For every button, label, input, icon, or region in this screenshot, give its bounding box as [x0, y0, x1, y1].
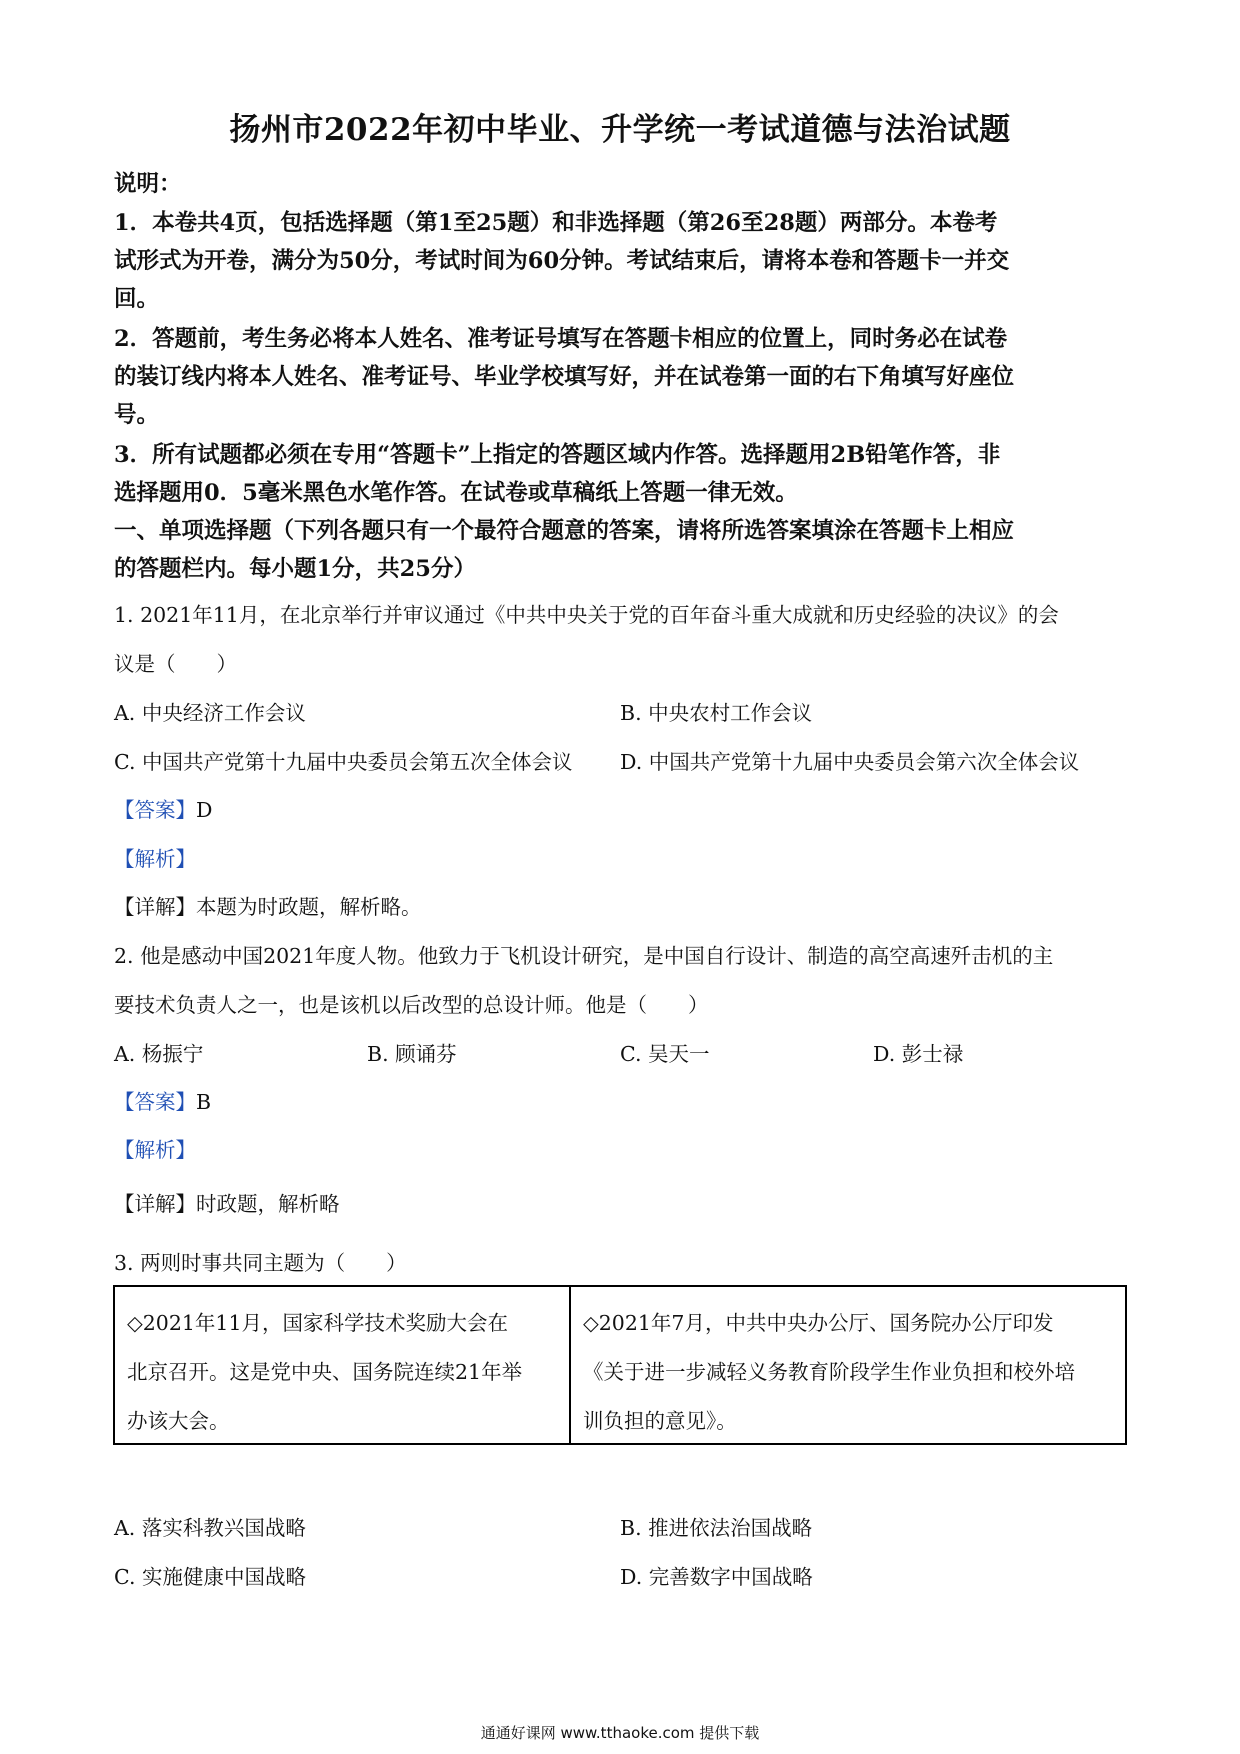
instruction-1-line-1: 1．本卷共4页，包括选择题（第1至25题）和非选择题（第26至28题）两部分。本卷考	[114, 210, 998, 236]
page-title: 扬州市2022年初中毕业、升学统一考试道德与法治试题	[229, 112, 1011, 148]
q1-option-c: C. 中国共产党第十九届中央委员会第五次全体会议	[114, 750, 573, 774]
q3-news-table	[113, 1285, 1127, 1445]
q2-answer-value: B	[196, 1090, 212, 1114]
instruction-1-line-2: 试形式为开卷，满分为50分，考试时间为60分钟。考试结束后，请将本卷和答题卡一并交	[114, 248, 1010, 274]
q3-news-left-line-3: 办该大会。	[127, 1409, 230, 1433]
q2-stem-line-1: 2. 他是感动中国2021年度人物。他致力于飞机设计研究，是中国自行设计、制造的高空高速歼击机的主	[114, 944, 1054, 968]
section-heading-line-2: 的答题栏内。每小题1分，共25分）	[114, 556, 476, 582]
instructions-heading: 说明：	[114, 171, 182, 197]
q3-news-right-line-2: 《关于进一步减轻义务教育阶段学生作业负担和校外培	[583, 1360, 1075, 1384]
q2-analysis-tag: 【解析】	[114, 1138, 196, 1162]
q3-news-right	[571, 1287, 1125, 1443]
instruction-1-line-3: 回。	[114, 286, 160, 312]
q1-detail	[114, 890, 422, 920]
q1-detail-tag: 【详解】	[114, 895, 196, 919]
instruction-3-line-1: 3．所有试题都必须在专用“答题卡”上指定的答题区域内作答。选择题用2B铅笔作答，非	[114, 442, 1001, 468]
q1-analysis-tag: 【解析】	[114, 847, 196, 871]
q3-option-d: D. 完善数字中国战略	[620, 1565, 813, 1589]
q3-option-b: B. 推进依法治国战略	[620, 1516, 813, 1540]
q2-detail	[114, 1187, 340, 1217]
q3-option-a: A. 落实科教兴国战略	[114, 1516, 306, 1540]
q1-detail-text: 本题为时政题，解析略。	[196, 895, 422, 919]
q2-detail-tag: 【详解】	[114, 1192, 196, 1216]
q1-answer	[114, 793, 212, 823]
q2-answer	[114, 1085, 211, 1115]
instruction-2-line-2: 的装订线内将本人姓名、准考证号、毕业学校填写好，并在试卷第一面的右下角填写好座位	[114, 364, 1015, 390]
q3-option-c: C. 实施健康中国战略	[114, 1565, 306, 1589]
section-heading-line-1: 一、单项选择题（下列各题只有一个最符合题意的答案，请将所选答案填涂在答题卡上相应	[114, 518, 1015, 544]
q3-news-left-line-2: 北京召开。这是党中央、国务院连续21年举	[127, 1360, 523, 1384]
instruction-2-line-1: 2．答题前，考生务必将本人姓名、准考证号填写在答题卡相应的位置上，同时务必在试卷	[114, 326, 1008, 352]
q3-news-left	[115, 1287, 571, 1443]
q2-detail-text: 时政题，解析略	[196, 1192, 340, 1216]
q1-option-a: A. 中央经济工作会议	[114, 701, 306, 725]
q2-option-a: A. 杨振宁	[114, 1042, 204, 1066]
instruction-3-line-2: 选择题用0．5毫米黑色水笔作答。在试卷或草稿纸上答题一律无效。	[114, 480, 798, 506]
q2-option-c: C. 吴天一	[620, 1042, 710, 1066]
q1-option-d: D. 中国共产党第十九届中央委员会第六次全体会议	[620, 750, 1080, 774]
q1-stem-line-1: 1. 2021年11月，在北京举行并审议通过《中共中央关于党的百年奋斗重大成就和历史经验的决议》的会	[114, 603, 1059, 627]
q2-stem-line-2: 要技术负责人之一，也是该机以后改型的总设计师。他是（ ）	[114, 993, 709, 1017]
q3-news-right-line-1: ◇2021年7月，中共中央办公厅、国务院办公厅印发	[583, 1311, 1054, 1335]
q3-stem: 3. 两则时事共同主题为（ ）	[114, 1251, 407, 1275]
q1-option-b: B. 中央农村工作会议	[620, 701, 813, 725]
q1-stem-line-2: 议是（ ）	[114, 652, 237, 676]
instruction-2-line-3: 号。	[114, 402, 160, 428]
q2-option-b: B. 顾诵芬	[367, 1042, 457, 1066]
q1-answer-value: D	[196, 798, 213, 822]
q3-news-right-line-3: 训负担的意见》。	[583, 1409, 737, 1433]
q3-news-left-line-1: ◇2021年11月，国家科学技术奖励大会在	[127, 1311, 509, 1335]
q2-answer-tag: 【答案】	[114, 1090, 196, 1114]
page-footer: 通通好课网 www.tthaoke.com 提供下载	[480, 1724, 760, 1742]
q1-answer-tag: 【答案】	[114, 798, 196, 822]
q2-option-d: D. 彭士禄	[873, 1042, 964, 1066]
